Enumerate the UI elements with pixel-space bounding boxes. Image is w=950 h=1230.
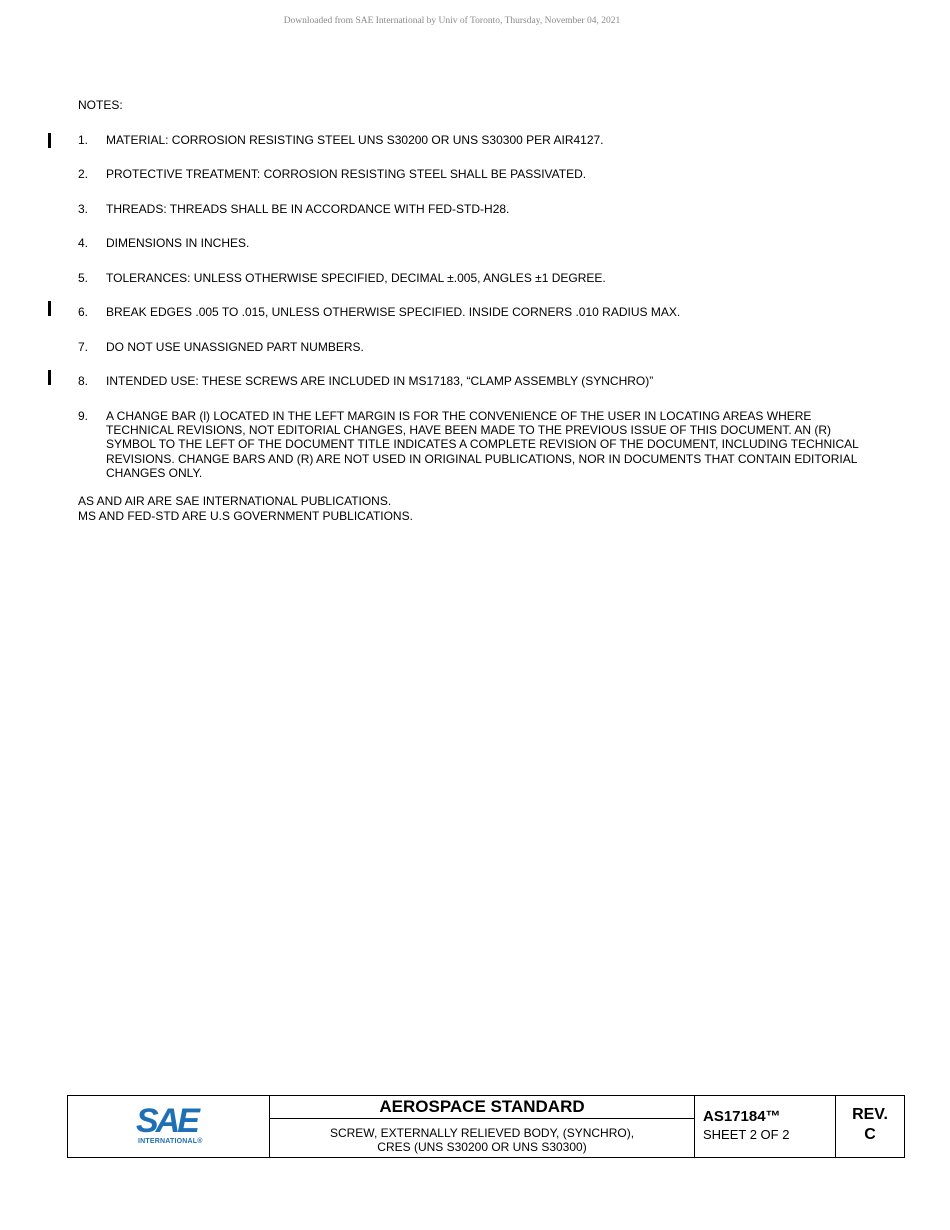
publications-line: MS AND FED-STD ARE U.S GOVERNMENT PUBLICATIONS.: [78, 509, 413, 523]
download-notice: Downloaded from SAE International by Univ of Toronto, Thursday, November 04, 2021: [283, 16, 621, 26]
note-text: DO NOT USE UNASSIGNED PART NUMBERS.: [106, 340, 364, 354]
note-text: PROTECTIVE TREATMENT: CORROSION RESISTING STEEL SHALL BE PASSIVATED.: [106, 167, 587, 181]
note-text: INTENDED USE: THESE SCREWS ARE INCLUDED IN MS17183, “CLAMP ASSEMBLY (SYNCHRO)”: [106, 374, 654, 388]
note-number: 2.: [78, 167, 89, 181]
publications-note: [78, 494, 413, 524]
note-number: 7.: [78, 340, 89, 354]
change-bar: [48, 370, 51, 385]
title-block-title-cell: [270, 1096, 695, 1157]
note-number: 6.: [78, 305, 89, 319]
description-line: CRES (UNS S30200 OR UNS S30300): [377, 1140, 587, 1154]
note-number: 3.: [78, 202, 89, 216]
notes-heading: NOTES:: [78, 98, 123, 112]
note-number: 8.: [78, 374, 89, 388]
revision-label: REV.: [852, 1106, 888, 1123]
note-number: 4.: [78, 236, 89, 250]
revision-value: C: [864, 1126, 876, 1143]
publications-line: AS AND AIR ARE SAE INTERNATIONAL PUBLICATIONS.: [78, 494, 392, 508]
note-number: 5.: [78, 271, 89, 285]
title-block-document-cell: [695, 1096, 836, 1157]
note-text: TOLERANCES: UNLESS OTHERWISE SPECIFIED, DECIMAL ±.005, ANGLES ±1 DEGREE.: [106, 271, 606, 285]
title-block: [67, 1095, 905, 1158]
change-bar: [48, 301, 51, 316]
sae-logo: SAE: [136, 1102, 197, 1140]
note-number: 1.: [78, 133, 89, 147]
sae-logo-subtext: INTERNATIONAL®: [138, 1138, 203, 1145]
sheet-number: SHEET 2 OF 2: [703, 1127, 790, 1142]
note-number: 9.: [78, 409, 89, 423]
title-block-revision-cell: [836, 1096, 904, 1157]
note-text: DIMENSIONS IN INCHES.: [106, 236, 250, 250]
title-block-logo-cell: [68, 1096, 270, 1157]
change-bar: [48, 133, 51, 148]
note-text: THREADS: THREADS SHALL BE IN ACCORDANCE WITH FED-STD-H28.: [106, 202, 510, 216]
description-line: SCREW, EXTERNALLY RELIEVED BODY, (SYNCHRO),: [329, 1126, 635, 1140]
note-text: MATERIAL: CORROSION RESISTING STEEL UNS S30200 OR UNS S30300 PER AIR4127.: [106, 133, 604, 147]
note-text: BREAK EDGES .005 TO .015, UNLESS OTHERWISE SPECIFIED. INSIDE CORNERS .010 RADIUS MAX.: [106, 305, 681, 319]
standard-description: [270, 1126, 694, 1154]
document-number: AS17184™: [703, 1108, 781, 1125]
note-text: A CHANGE BAR (l) LOCATED IN THE LEFT MARGIN IS FOR THE CONVENIENCE OF THE USER IN LOCATING AREAS WHERE TECHNICAL REVISIONS, NOT EDITORIAL CHANGES, HAVE BEEN MADE TO THE PREVIOUS ISSUE OF THIS DOCUMENT. AN (R) SYMBOL TO THE LEFT OF THE DOCUMENT TITLE INDICATES A COMPLETE REVISION OF THE DOCUMENT, INCLUDING TECHNICAL REVISIONS. CHANGE BARS AND (R) ARE NOT USED IN ORIGINAL PUBLICATIONS, NOR IN DOCUMENTS THAT CONTAIN EDITORIAL CHANGES ONLY.: [106, 409, 859, 480]
standard-heading: AEROSPACE STANDARD: [270, 1096, 694, 1119]
